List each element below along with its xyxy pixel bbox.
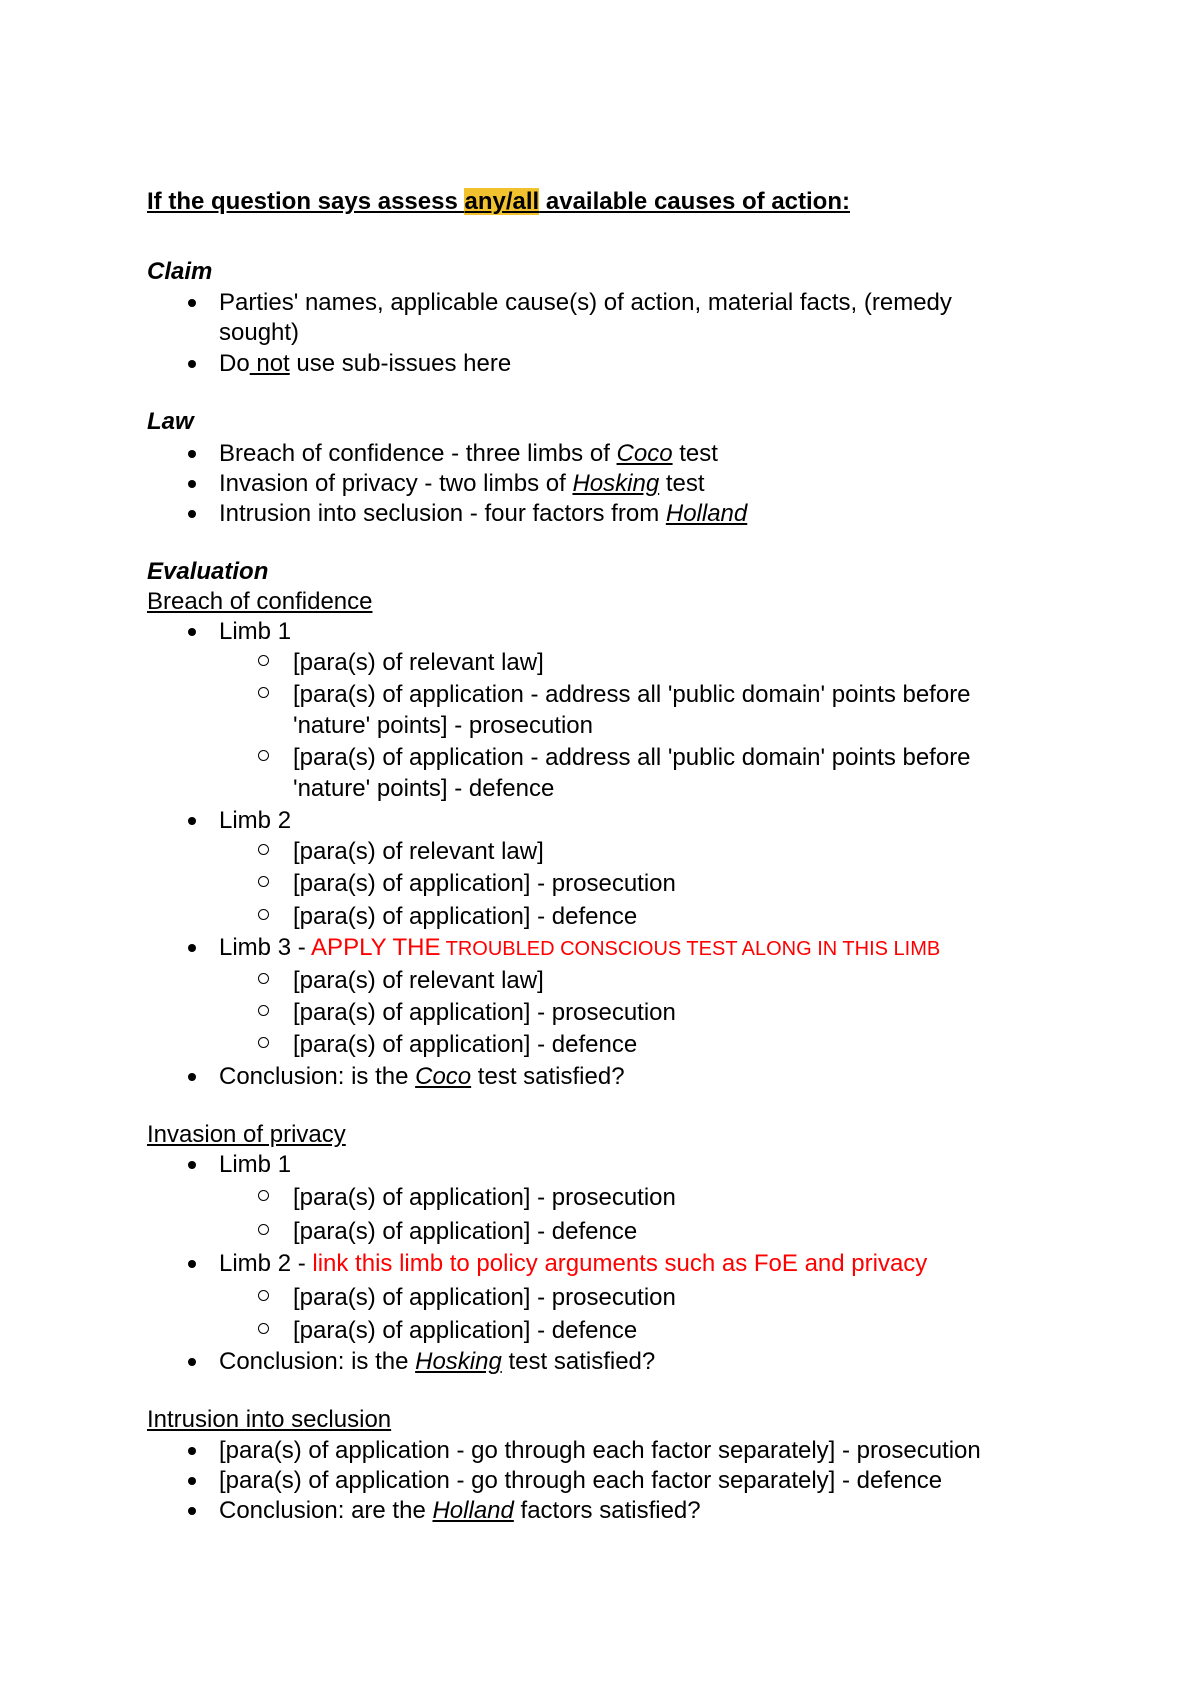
heading-highlight: any/all <box>464 188 540 215</box>
breach-limb-2: Limb 2 <box>219 807 292 834</box>
sub-bullet-icon <box>258 1290 269 1301</box>
seclusion-item-1: [para(s) of application - go through each factor separately] - prosecution <box>219 1437 981 1464</box>
breach-limb-2-sub-3: [para(s) of application] - defence <box>293 903 638 930</box>
bullet-icon <box>188 299 196 307</box>
bullet-icon <box>188 450 196 458</box>
bullet-icon <box>188 628 196 636</box>
seclusion-conclusion <box>219 1496 701 1526</box>
bullet-icon <box>188 817 196 825</box>
law-item-3-text: Intrusion into seclusion - four factors from <box>219 500 666 527</box>
sub-bullet-icon <box>258 655 269 666</box>
privacy-limb-2-sub-1: [para(s) of application] - prosecution <box>293 1284 676 1311</box>
subsection-breach-of-confidence: Breach of confidence <box>147 588 373 615</box>
bullet-icon <box>188 1073 196 1081</box>
case-name: Holland <box>432 1497 514 1524</box>
law-item-1-text: Breach of confidence - three limbs of <box>219 440 617 467</box>
bullet-icon <box>188 1507 196 1515</box>
bullet-icon <box>188 1477 196 1485</box>
breach-limb-3-sub-2: [para(s) of application] - prosecution <box>293 999 676 1026</box>
sub-bullet-icon <box>258 1323 269 1334</box>
claim-item-2-text-end: use sub-issues here <box>289 350 512 377</box>
sub-bullet-icon <box>258 973 269 984</box>
privacy-limb-1-sub-2: [para(s) of application] - defence <box>293 1218 638 1245</box>
law-item-2-text: Invasion of privacy - two limbs of <box>219 470 573 497</box>
bullet-icon <box>188 1260 196 1268</box>
case-name: Holland <box>665 500 748 527</box>
section-title-claim: Claim <box>147 258 213 285</box>
subsection-invasion-of-privacy: Invasion of privacy <box>147 1121 346 1148</box>
privacy-conclusion-text: Conclusion: is the <box>219 1348 416 1375</box>
law-item-2-text-end: test <box>659 470 705 497</box>
sub-bullet-icon <box>258 1037 269 1048</box>
bullet-icon <box>188 360 196 368</box>
breach-limb-1-sub-3-cont: 'nature' points] - defence <box>293 775 555 802</box>
breach-limb-3-note-small: TROUBLED CONSCIOUS TEST ALONG IN THIS LIMB <box>440 938 941 960</box>
breach-limb-1: Limb 1 <box>219 618 292 645</box>
sub-bullet-icon <box>258 1224 269 1235</box>
law-item-3 <box>219 499 747 529</box>
breach-limb-3-text: Limb 3 - <box>219 934 312 961</box>
bullet-icon <box>188 944 196 952</box>
privacy-limb-2-sub-2: [para(s) of application] - defence <box>293 1317 638 1344</box>
claim-item-2-text: Do <box>219 350 250 377</box>
sub-bullet-icon <box>258 876 269 887</box>
privacy-limb-2 <box>219 1249 927 1279</box>
claim-item-2 <box>219 349 511 379</box>
sub-bullet-icon <box>258 844 269 855</box>
case-name: Coco <box>616 440 673 467</box>
heading-text: If the question says assess <box>147 188 465 215</box>
breach-limb-1-sub-2: [para(s) of application - address all 'public domain' points before <box>293 681 971 708</box>
privacy-limb-2-note: link this limb to policy arguments such as FoE and privacy <box>312 1250 928 1277</box>
breach-limb-3 <box>219 933 940 964</box>
breach-limb-3-note: APPLY THE <box>311 934 441 961</box>
bullet-icon <box>188 480 196 488</box>
bullet-icon <box>188 1358 196 1366</box>
law-item-1-text-end: test <box>672 440 718 467</box>
claim-item-1-cont: sought) <box>219 319 300 346</box>
breach-conclusion <box>219 1062 625 1092</box>
claim-item-1: Parties' names, applicable cause(s) of action, material facts, (remedy <box>219 289 952 316</box>
bullet-icon <box>188 1161 196 1169</box>
sub-bullet-icon <box>258 909 269 920</box>
bullet-icon <box>188 1447 196 1455</box>
sub-bullet-icon <box>258 687 269 698</box>
bullet-icon <box>188 510 196 518</box>
seclusion-conclusion-text: Conclusion: are the <box>219 1497 433 1524</box>
case-name: Coco <box>415 1063 472 1090</box>
breach-limb-3-sub-3: [para(s) of application] - defence <box>293 1031 638 1058</box>
claim-item-2-underlined: not <box>249 350 290 377</box>
privacy-limb-1-sub-1: [para(s) of application] - prosecution <box>293 1184 676 1211</box>
privacy-conclusion <box>219 1347 655 1377</box>
seclusion-conclusion-text-end: factors satisfied? <box>513 1497 701 1524</box>
breach-conclusion-text-end: test satisfied? <box>471 1063 625 1090</box>
breach-conclusion-text: Conclusion: is the <box>219 1063 416 1090</box>
section-title-evaluation: Evaluation <box>147 558 269 585</box>
breach-limb-1-sub-1: [para(s) of relevant law] <box>293 649 544 676</box>
sub-bullet-icon <box>258 750 269 761</box>
seclusion-item-2: [para(s) of application - go through each factor separately] - defence <box>219 1467 943 1494</box>
section-title-law: Law <box>147 408 194 435</box>
law-item-2 <box>219 469 705 499</box>
breach-limb-1-sub-3: [para(s) of application - address all 'public domain' points before <box>293 744 971 771</box>
breach-limb-2-sub-1: [para(s) of relevant law] <box>293 838 544 865</box>
sub-bullet-icon <box>258 1190 269 1201</box>
privacy-conclusion-text-end: test satisfied? <box>501 1348 656 1375</box>
breach-limb-2-sub-2: [para(s) of application] - prosecution <box>293 870 676 897</box>
breach-limb-3-sub-1: [para(s) of relevant law] <box>293 967 544 994</box>
subsection-intrusion-into-seclusion: Intrusion into seclusion <box>147 1406 392 1433</box>
case-name: Hosking <box>572 470 660 497</box>
case-name: Hosking <box>415 1348 502 1375</box>
privacy-limb-2-text: Limb 2 - <box>219 1250 313 1277</box>
sub-bullet-icon <box>258 1005 269 1016</box>
law-item-1 <box>219 439 718 469</box>
page-heading <box>147 187 850 217</box>
privacy-limb-1: Limb 1 <box>219 1151 292 1178</box>
breach-limb-1-sub-2-cont: 'nature' points] - prosecution <box>293 712 593 739</box>
heading-text-end: available causes of action: <box>539 188 850 215</box>
